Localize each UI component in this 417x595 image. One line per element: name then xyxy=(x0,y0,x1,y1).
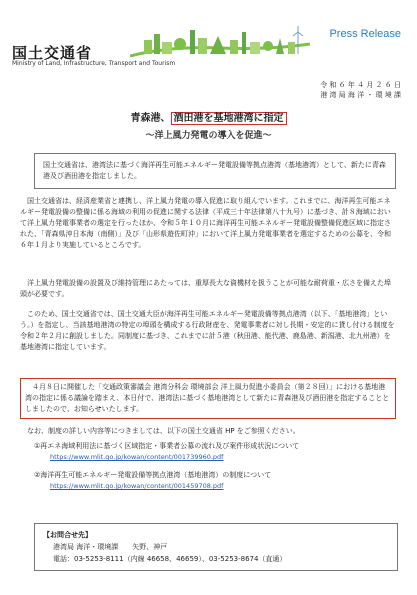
announcement-box: ４月８日に開催した「交通政策審議会 港湾分科会 環境部会 洋上風力促進小委員会（第２８回）」における基地港湾の指定に係る議論を踏まえ、本日付で、港湾法に基づく基地港湾として新たに青森港及び酒田港を指定することとしましたので、お知らせいたします。 xyxy=(20,378,396,419)
summary-box: 国土交通省は、港湾法に基づく海洋再生可能エネルギー発電設備等拠点港湾（基地港湾）として、新たに青森港及び酒田港を指定しました。 xyxy=(34,153,396,189)
reference-note: なお、制度の詳しい内容等につきましては、以下の国土交通省 HP をご参照ください。 xyxy=(27,427,300,435)
reference-1-label: ①再エネ海域利用法に基づく区域指定・事業者公募の流れ及び案件形成状況について xyxy=(34,442,300,450)
ministry-name-en: Ministry of Land, Infrastructure, Transport and Tourism xyxy=(12,60,176,67)
contact-phone: 電話：03-5253-8111（内線 46658、46659）、03-5253-8674（直通） xyxy=(53,555,287,563)
press-release-label: Press Release xyxy=(329,28,401,40)
body-paragraph-3: このため、国土交通省では、国土交通大臣が海洋再生可能エネルギー発電設備等拠点港湾（以下、「基地港湾」という。）を指定し、当該基地港湾の特定の埠頭を構成する行政財産を、発電事業者に対し長期・安定的に貸し付ける制度を令和２年２月に創設しました。同制度に基づき、これまでに計５港（秋田港、能代港、鹿島港、新潟港、北九州港）を基地港湾に指定しています。 xyxy=(20,310,395,351)
press-release-page xyxy=(12,8,405,587)
reference-2-label: ②海洋再生可能エネルギー発電設備等拠点港湾（基地港湾）の制度について xyxy=(34,471,272,479)
contact-office: 港湾局 海洋・環境課 矢野、神戸 xyxy=(53,543,168,551)
reference-2-link[interactable]: https://www.mlit.go.jp/kowan/content/001459708.pdf xyxy=(50,482,224,490)
title-highlight: 酒田港を基地港湾に指定 xyxy=(171,112,287,125)
release-department: 港 湾 局 海 洋 ・ 環 境 課 xyxy=(320,91,401,99)
title-prefix: 青森港、 xyxy=(130,113,171,124)
reference-1-link[interactable]: https://www.mlit.go.jp/kowan/content/001739960.pdf xyxy=(50,453,224,461)
release-date: 令 和 ６ 年 ４ 月 ２ ６ 日 xyxy=(320,81,401,89)
contact-heading: 【お問合せ先】 xyxy=(43,531,92,539)
ministry-name: 国土交通省 xyxy=(12,44,93,62)
release-date-block xyxy=(320,80,401,100)
header xyxy=(12,8,405,70)
body-paragraph-2: 洋上風力発電設備の設置及び維持管理にあたっては、重厚長大な資機材を扱うことが可能な耐荷重・広さを備えた埠頭が必要です。 xyxy=(20,279,391,298)
green-city-skyline-icon xyxy=(130,18,310,58)
contact-box xyxy=(34,523,398,571)
page-subtitle: ～洋上風力発電の導入を促進～ xyxy=(145,131,272,141)
page-title xyxy=(12,112,405,125)
body-paragraph-1: 国土交通省は、経済産業省と連携し、洋上風力発電の導入促進に取り組んでいます。これまでに、海洋再生可能エネルギー発電設備の整備に係る海域の利用の促進に関する法律（平成三十年法律第八十九号）に基づき、計８海域において洋上風力発電事業者の選定を行ったほか、令和５年１０月に海洋再生可能エネルギー発電設備整備促進区域に指定された、「青森県沖日本海（南側）」及び「山形県遊佐町沖」において洋上風力発電事業者を選定するための公募を、令和６年１月より実施しているところです。 xyxy=(20,197,391,249)
